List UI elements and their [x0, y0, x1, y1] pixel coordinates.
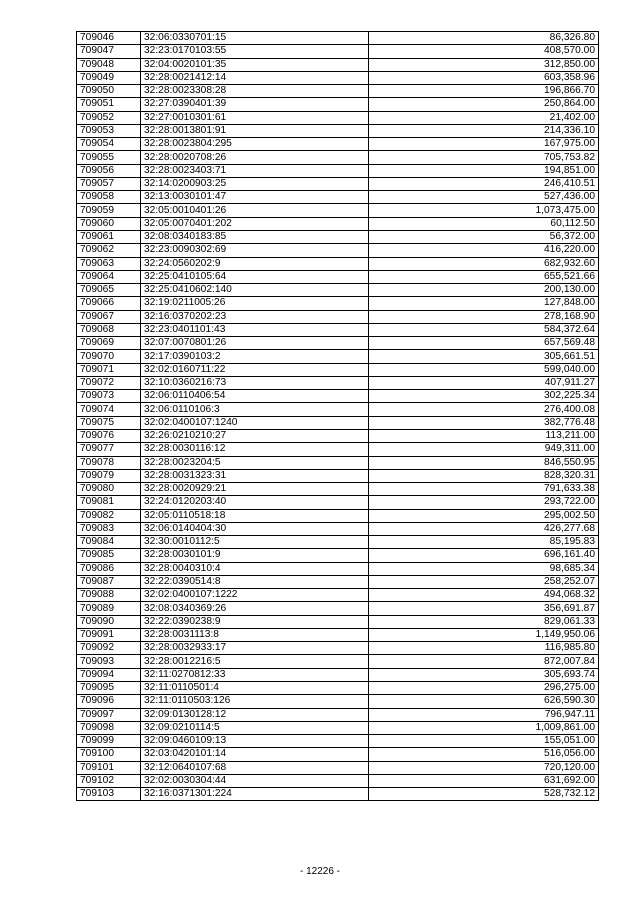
row-id-cell: 709096: [77, 695, 141, 708]
table-row: [77, 58, 599, 71]
amount-cell: 155,051.00: [369, 735, 599, 748]
amount-cell: 382,776.48: [369, 416, 599, 429]
row-id-cell: 709093: [77, 655, 141, 668]
cadastral-number-cell: 32:26:0210210:27: [141, 429, 369, 442]
row-id-cell: 709066: [77, 297, 141, 310]
amount-cell: 657,569.48: [369, 337, 599, 350]
amount-cell: 626,590.30: [369, 695, 599, 708]
row-id-cell: 709054: [77, 138, 141, 151]
cadastral-number-cell: 32:28:0040310:4: [141, 562, 369, 575]
amount-cell: 276,400.08: [369, 403, 599, 416]
amount-cell: 407,911.27: [369, 376, 599, 389]
table-row: [77, 297, 599, 310]
row-id-cell: 709052: [77, 111, 141, 124]
cadastral-number-cell: 32:24:0120203:40: [141, 496, 369, 509]
table-row: [77, 774, 599, 787]
row-id-cell: 709068: [77, 323, 141, 336]
cadastral-number-cell: 32:23:0401101:43: [141, 323, 369, 336]
row-id-cell: 709079: [77, 469, 141, 482]
amount-cell: 196,866.70: [369, 85, 599, 98]
table-row: [77, 655, 599, 668]
table-row: [77, 124, 599, 137]
table-row: [77, 191, 599, 204]
amount-cell: 599,040.00: [369, 363, 599, 376]
row-id-cell: 709070: [77, 350, 141, 363]
row-id-cell: 709095: [77, 682, 141, 695]
cadastral-number-cell: 32:28:0030101:9: [141, 549, 369, 562]
cadastral-number-cell: 32:02:0030304:44: [141, 774, 369, 787]
table-row: [77, 257, 599, 270]
cadastral-number-cell: 32:05:0070401:202: [141, 217, 369, 230]
amount-cell: 426,277.68: [369, 522, 599, 535]
amount-cell: 1,009,861.00: [369, 721, 599, 734]
row-id-cell: 709046: [77, 32, 141, 45]
table-row: [77, 668, 599, 681]
amount-cell: 214,336.10: [369, 124, 599, 137]
cadastral-number-cell: 32:25:0410602:140: [141, 284, 369, 297]
row-id-cell: 709060: [77, 217, 141, 230]
table-row: [77, 721, 599, 734]
table-row: [77, 138, 599, 151]
table-row: [77, 403, 599, 416]
amount-cell: 846,550.95: [369, 456, 599, 469]
cadastral-number-cell: 32:11:0110501:4: [141, 682, 369, 695]
table-row: [77, 429, 599, 442]
page-number: - 12226 -: [299, 866, 341, 877]
row-id-cell: 709088: [77, 589, 141, 602]
row-id-cell: 709097: [77, 708, 141, 721]
row-id-cell: 709100: [77, 748, 141, 761]
row-id-cell: 709085: [77, 549, 141, 562]
table-row: [77, 337, 599, 350]
cadastral-number-cell: 32:23:0170103:55: [141, 45, 369, 58]
cadastral-number-cell: 32:14:0200903:25: [141, 177, 369, 190]
amount-cell: 194,851.00: [369, 164, 599, 177]
table-row: [77, 469, 599, 482]
cadastral-number-cell: 32:02:0400107:1240: [141, 416, 369, 429]
table-row: [77, 682, 599, 695]
row-id-cell: 709056: [77, 164, 141, 177]
cadastral-number-cell: 32:06:0110106:3: [141, 403, 369, 416]
table-row: [77, 177, 599, 190]
row-id-cell: 709078: [77, 456, 141, 469]
cadastral-number-cell: 32:23:0090302:69: [141, 244, 369, 257]
amount-cell: 829,061.33: [369, 615, 599, 628]
table-row: [77, 217, 599, 230]
table-row: [77, 735, 599, 748]
table-row: [77, 589, 599, 602]
row-id-cell: 709072: [77, 376, 141, 389]
amount-cell: 603,358.96: [369, 71, 599, 84]
amount-cell: 246,410.51: [369, 177, 599, 190]
table-row: [77, 71, 599, 84]
row-id-cell: 709053: [77, 124, 141, 137]
ledger-table: [76, 31, 599, 801]
row-id-cell: 709094: [77, 668, 141, 681]
table-row: [77, 376, 599, 389]
amount-cell: 705,753.82: [369, 151, 599, 164]
cadastral-number-cell: 32:22:0390514:8: [141, 575, 369, 588]
amount-cell: 408,570.00: [369, 45, 599, 58]
amount-cell: 356,691.87: [369, 602, 599, 615]
amount-cell: 302,225.34: [369, 390, 599, 403]
amount-cell: 1,073,475.00: [369, 204, 599, 217]
cadastral-number-cell: 32:27:0390401:39: [141, 98, 369, 111]
row-id-cell: 709058: [77, 191, 141, 204]
row-id-cell: 709067: [77, 310, 141, 323]
row-id-cell: 709091: [77, 628, 141, 641]
cadastral-number-cell: 32:25:0410105:64: [141, 270, 369, 283]
table-row: [77, 323, 599, 336]
cadastral-number-cell: 32:28:0023804:295: [141, 138, 369, 151]
amount-cell: 296,275.00: [369, 682, 599, 695]
table-row: [77, 164, 599, 177]
table-row: [77, 456, 599, 469]
cadastral-number-cell: 32:27:0010301:61: [141, 111, 369, 124]
amount-cell: 305,693.74: [369, 668, 599, 681]
amount-cell: 98,685.34: [369, 562, 599, 575]
amount-cell: 312,850.00: [369, 58, 599, 71]
amount-cell: 528,732.12: [369, 788, 599, 801]
table-row: [77, 204, 599, 217]
cadastral-number-cell: 32:28:0023403:71: [141, 164, 369, 177]
cadastral-number-cell: 32:06:0110406:54: [141, 390, 369, 403]
amount-cell: 278,168.90: [369, 310, 599, 323]
cadastral-number-cell: 32:30:0010112:5: [141, 536, 369, 549]
cadastral-number-cell: 32:24:0560202:9: [141, 257, 369, 270]
row-id-cell: 709090: [77, 615, 141, 628]
row-id-cell: 709082: [77, 509, 141, 522]
table-row: [77, 230, 599, 243]
row-id-cell: 709059: [77, 204, 141, 217]
table-row: [77, 390, 599, 403]
table-row: [77, 761, 599, 774]
row-id-cell: 709099: [77, 735, 141, 748]
table-row: [77, 151, 599, 164]
table-row: [77, 602, 599, 615]
amount-cell: 631,692.00: [369, 774, 599, 787]
row-id-cell: 709074: [77, 403, 141, 416]
table-row: [77, 85, 599, 98]
row-id-cell: 709083: [77, 522, 141, 535]
table-row: [77, 443, 599, 456]
amount-cell: 696,161.40: [369, 549, 599, 562]
cadastral-number-cell: 32:12:0640107:68: [141, 761, 369, 774]
row-id-cell: 709092: [77, 642, 141, 655]
table-row: [77, 509, 599, 522]
row-id-cell: 709065: [77, 284, 141, 297]
row-id-cell: 709075: [77, 416, 141, 429]
table-row: [77, 45, 599, 58]
cadastral-number-cell: 32:28:0020708:26: [141, 151, 369, 164]
cadastral-number-cell: 32:28:0032933:17: [141, 642, 369, 655]
table-row: [77, 549, 599, 562]
cadastral-number-cell: 32:02:0400107:1222: [141, 589, 369, 602]
row-id-cell: 709063: [77, 257, 141, 270]
cadastral-number-cell: 32:10:0360216:73: [141, 376, 369, 389]
cadastral-number-cell: 32:28:0030116:12: [141, 443, 369, 456]
amount-cell: 828,320.31: [369, 469, 599, 482]
cadastral-number-cell: 32:13:0030101:47: [141, 191, 369, 204]
table-row: [77, 363, 599, 376]
row-id-cell: 709064: [77, 270, 141, 283]
amount-cell: 113,211.00: [369, 429, 599, 442]
table-row: [77, 284, 599, 297]
cadastral-number-cell: 32:28:0021412:14: [141, 71, 369, 84]
cadastral-number-cell: 32:28:0031113:8: [141, 628, 369, 641]
table-row: [77, 536, 599, 549]
table-row: [77, 350, 599, 363]
table-row: [77, 788, 599, 801]
amount-cell: 872,007.84: [369, 655, 599, 668]
table-row: [77, 522, 599, 535]
table-row: [77, 32, 599, 45]
cadastral-number-cell: 32:11:0270812:33: [141, 668, 369, 681]
amount-cell: 60,112.50: [369, 217, 599, 230]
cadastral-number-cell: 32:28:0023204:5: [141, 456, 369, 469]
table-row: [77, 628, 599, 641]
cadastral-number-cell: 32:16:0371301:224: [141, 788, 369, 801]
table-row: [77, 111, 599, 124]
row-id-cell: 709102: [77, 774, 141, 787]
row-id-cell: 709087: [77, 575, 141, 588]
amount-cell: 720,120.00: [369, 761, 599, 774]
amount-cell: 494,068.32: [369, 589, 599, 602]
amount-cell: 655,521.66: [369, 270, 599, 283]
table-row: [77, 562, 599, 575]
cadastral-number-cell: 32:17:0390103:2: [141, 350, 369, 363]
cadastral-number-cell: 32:07:0070801:26: [141, 337, 369, 350]
amount-cell: 293,722.00: [369, 496, 599, 509]
amount-cell: 56,372.00: [369, 230, 599, 243]
table-row: [77, 695, 599, 708]
row-id-cell: 709084: [77, 536, 141, 549]
row-id-cell: 709080: [77, 483, 141, 496]
cadastral-number-cell: 32:02:0160711:22: [141, 363, 369, 376]
cadastral-number-cell: 32:28:0013801:91: [141, 124, 369, 137]
amount-cell: 258,252.07: [369, 575, 599, 588]
row-id-cell: 709089: [77, 602, 141, 615]
cadastral-number-cell: 32:28:0012216:5: [141, 655, 369, 668]
cadastral-number-cell: 32:19:0211005:26: [141, 297, 369, 310]
cadastral-number-cell: 32:11:0110503:126: [141, 695, 369, 708]
cadastral-number-cell: 32:28:0031323:31: [141, 469, 369, 482]
amount-cell: 86,326.80: [369, 32, 599, 45]
amount-cell: 295,002.50: [369, 509, 599, 522]
amount-cell: 21,402.00: [369, 111, 599, 124]
cadastral-number-cell: 32:03:0420101:14: [141, 748, 369, 761]
row-id-cell: 709062: [77, 244, 141, 257]
table-row: [77, 416, 599, 429]
cadastral-number-cell: 32:04:0020101:35: [141, 58, 369, 71]
amount-cell: 682,932.60: [369, 257, 599, 270]
row-id-cell: 709057: [77, 177, 141, 190]
amount-cell: 791,633.38: [369, 483, 599, 496]
table-row: [77, 98, 599, 111]
table-row: [77, 483, 599, 496]
amount-cell: 116,985.80: [369, 642, 599, 655]
amount-cell: 305,661.51: [369, 350, 599, 363]
amount-cell: 527,436.00: [369, 191, 599, 204]
cadastral-number-cell: 32:22:0390238:9: [141, 615, 369, 628]
cadastral-number-cell: 32:06:0140404:30: [141, 522, 369, 535]
amount-cell: 85,195.83: [369, 536, 599, 549]
amount-cell: 200,130.00: [369, 284, 599, 297]
cadastral-number-cell: 32:09:0460109:13: [141, 735, 369, 748]
table-row: [77, 642, 599, 655]
row-id-cell: 709051: [77, 98, 141, 111]
row-id-cell: 709086: [77, 562, 141, 575]
row-id-cell: 709076: [77, 429, 141, 442]
amount-cell: 584,372.64: [369, 323, 599, 336]
row-id-cell: 709103: [77, 788, 141, 801]
table-row: [77, 575, 599, 588]
cadastral-number-cell: 32:16:0370202:23: [141, 310, 369, 323]
amount-cell: 516,056.00: [369, 748, 599, 761]
table-row: [77, 244, 599, 257]
amount-cell: 1,149,950.06: [369, 628, 599, 641]
amount-cell: 167,975.00: [369, 138, 599, 151]
ledger-table-body: [77, 32, 599, 801]
row-id-cell: 709073: [77, 390, 141, 403]
table-row: [77, 615, 599, 628]
table-row: [77, 496, 599, 509]
amount-cell: 949,311.00: [369, 443, 599, 456]
row-id-cell: 709048: [77, 58, 141, 71]
cadastral-number-cell: 32:08:0340369:26: [141, 602, 369, 615]
table-row: [77, 270, 599, 283]
cadastral-number-cell: 32:05:0110518:18: [141, 509, 369, 522]
row-id-cell: 709055: [77, 151, 141, 164]
row-id-cell: 709071: [77, 363, 141, 376]
row-id-cell: 709050: [77, 85, 141, 98]
row-id-cell: 709081: [77, 496, 141, 509]
amount-cell: 796,947.11: [369, 708, 599, 721]
table-row: [77, 310, 599, 323]
amount-cell: 127,848.00: [369, 297, 599, 310]
amount-cell: 250,864.00: [369, 98, 599, 111]
cadastral-number-cell: 32:06:0330701:15: [141, 32, 369, 45]
cadastral-number-cell: 32:09:0130128:12: [141, 708, 369, 721]
row-id-cell: 709077: [77, 443, 141, 456]
row-id-cell: 709098: [77, 721, 141, 734]
cadastral-number-cell: 32:28:0023308:28: [141, 85, 369, 98]
cadastral-number-cell: 32:08:0340183:85: [141, 230, 369, 243]
table-row: [77, 748, 599, 761]
row-id-cell: 709049: [77, 71, 141, 84]
row-id-cell: 709101: [77, 761, 141, 774]
row-id-cell: 709047: [77, 45, 141, 58]
row-id-cell: 709069: [77, 337, 141, 350]
cadastral-number-cell: 32:09:0210114:5: [141, 721, 369, 734]
cadastral-number-cell: 32:05:0010401:26: [141, 204, 369, 217]
cadastral-number-cell: 32:28:0020929:21: [141, 483, 369, 496]
row-id-cell: 709061: [77, 230, 141, 243]
amount-cell: 416,220.00: [369, 244, 599, 257]
table-row: [77, 708, 599, 721]
